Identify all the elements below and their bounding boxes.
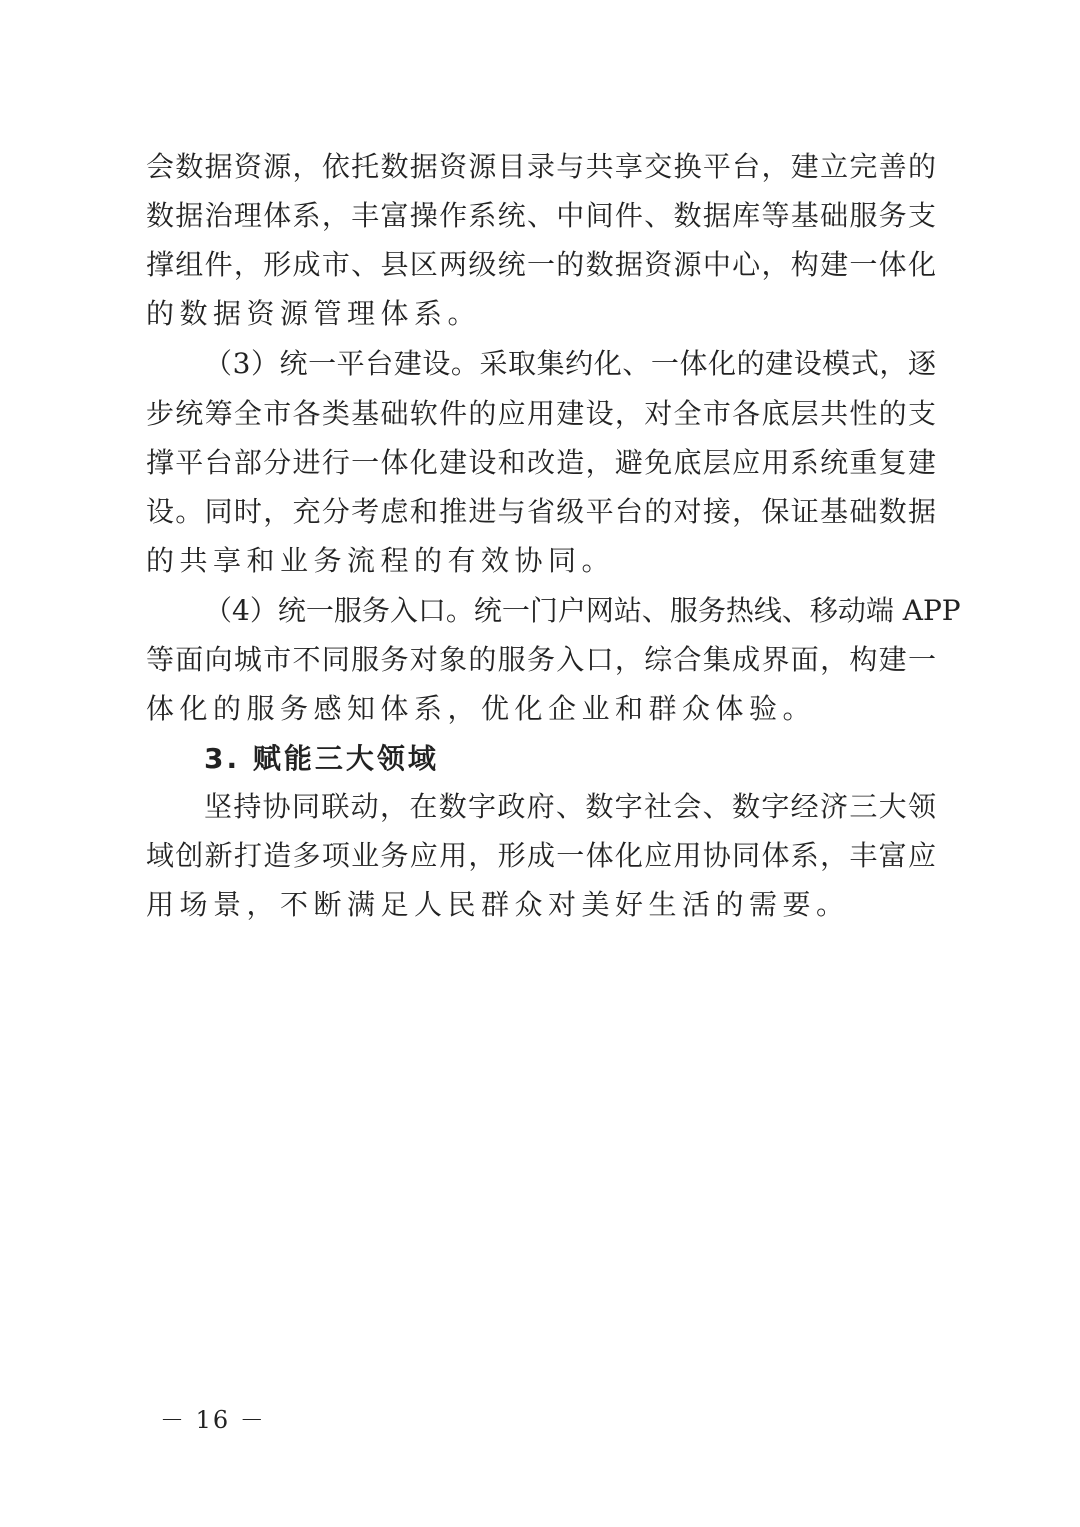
paragraph-2-line-1: （3）统一平台建设。采取集约化、一体化的建设模式，逐	[204, 347, 936, 380]
paragraph-2-line-4: 设。同时，充分考虑和推进与省级平台的对接，保证基础数据	[146, 495, 936, 528]
paragraph-4-line-1: 坚持协同联动，在数字政府、数字社会、数字经济三大领	[204, 790, 936, 823]
paragraph-4-line-3: 用场景，不断满足人民群众对美好生活的需要。	[146, 888, 850, 921]
paragraph-3-line-1: （4）统一服务入口。统一门户网站、服务热线、移动端 APP	[204, 594, 961, 627]
section-heading: 3. 赋能三大领域	[204, 742, 439, 775]
paragraph-1-line-1: 会数据资源，依托数据资源目录与共享交换平台，建立完善的	[146, 150, 936, 183]
paragraph-4-line-2: 域创新打造多项业务应用，形成一体化应用协同体系，丰富应	[146, 839, 936, 872]
paragraph-1-line-4: 的数据资源管理体系。	[146, 297, 482, 330]
paragraph-3-line-2: 等面向城市不同服务对象的服务入口，综合集成界面，构建一	[146, 643, 936, 676]
paragraph-1-line-3: 撑组件，形成市、县区两级统一的数据资源中心，构建一体化	[146, 248, 936, 281]
paragraph-3-line-3: 体化的服务感知体系，优化企业和群众体验。	[146, 692, 817, 725]
paragraph-1-line-2: 数据治理体系，丰富操作系统、中间件、数据库等基础服务支	[146, 199, 936, 232]
paragraph-2-line-3: 撑平台部分进行一体化建设和改造，避免底层应用系统重复建	[146, 446, 936, 479]
page-number: － 16 －	[160, 1406, 266, 1434]
paragraph-2-line-2: 步统筹全市各类基础软件的应用建设，对全市各底层共性的支	[146, 397, 936, 430]
paragraph-2-line-5: 的共享和业务流程的有效协同。	[146, 544, 616, 577]
